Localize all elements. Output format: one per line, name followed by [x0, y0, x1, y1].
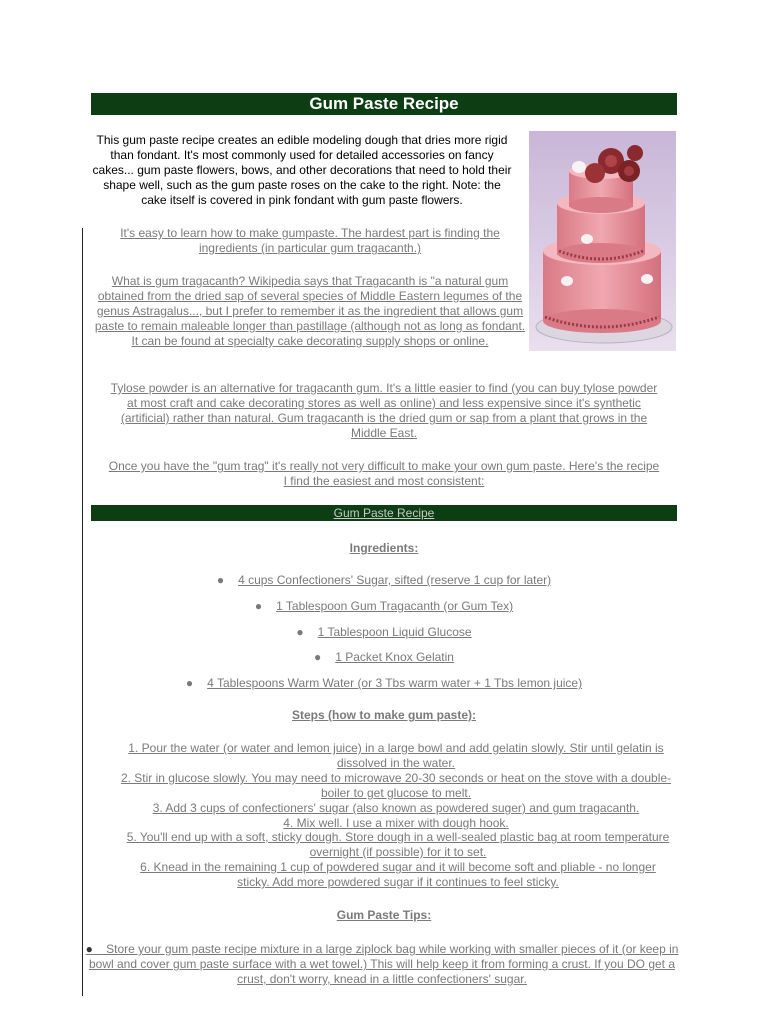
paragraph-tylose[interactable]: Tylose powder is an alternative for tragacanth gum. It's a little easier to find (you can buy tylose powder at most craft and cake decorating stores as well as online) and less expensive since it's synthetic (artificial) rather than natural. Gum tragacanth is the dried gum or sap from a plant that grows in the Middle East. — [110, 381, 658, 440]
intro-paragraph: This gum paste recipe creates an edible modeling dough that dries more rigid than fondant. It's most commonly used for detailed accessories on fancy cakes... gum paste flowers, bows, and other decorations that need to hold their shape well, such as the gum paste roses on the cake to the right. Note: the cake itself is covered in pink fondant with gum paste flowers. — [92, 133, 512, 207]
step-item[interactable]: 5. You'll end up with a soft, sticky dough. Store dough in a well-sealed plastic bag at room temperature overnight (if possible) for it to set. — [126, 830, 670, 859]
ingredient-item[interactable]: ● 1 Packet Knox Gelatin — [314, 650, 454, 664]
step-item[interactable]: 3. Add 3 cups of confectioners' sugar (also known as powdered suger) and gum tragacanth. — [152, 801, 640, 815]
recipe-banner — [91, 505, 677, 521]
ingredient-item[interactable]: ● 4 Tablespoons Warm Water (or 3 Tbs warm water + 1 Tbs lemon juice) — [185, 676, 583, 690]
paragraph-gum-trag[interactable]: Once you have the "gum trag" it's really not very difficult to make your own gum paste. Here's the recipe I find the easiest and most consistent: — [108, 459, 660, 488]
recipe-banner-link[interactable]: Gum Paste Recipe — [333, 506, 435, 520]
paragraph-what-is-tragacanth[interactable]: What is gum tragacanth? Wikipedia says that Tragacanth is "a natural gum obtained from the dried sap of several species of Middle Eastern legumes of the genus Astragalus..., but I prefer to remember it as the ingredient that allows gum paste to remain maleable longer than pastillage (although not as long as fondant. It can be found at specialty cake decorating supply shops or online. — [94, 274, 526, 348]
step-item[interactable]: 4. Mix well. I use a mixer with dough hook. — [283, 816, 509, 830]
ingredient-item[interactable]: ● 1 Tablespoon Gum Tragacanth (or Gum Tex) — [254, 599, 514, 613]
cake-photo — [529, 131, 676, 351]
step-item[interactable]: 6. Knead in the remaining 1 cup of powdered sugar and it will become soft and pliable - no longer sticky. Add more powdered sugar if it continues to feel sticky. — [140, 860, 656, 889]
step-item[interactable]: 2. Stir in glucose slowly. You may need to microwave 20-30 seconds or heat on the stove with a double-boiler to get glucose to melt. — [120, 771, 672, 800]
left-border-line — [82, 228, 83, 996]
step-item[interactable]: 1. Pour the water (or water and lemon juice) in a large bowl and add gelatin slowly. Stir until gelatin is dissolved in the water. — [128, 741, 664, 770]
paragraph-easy[interactable]: It's easy to learn how to make gumpaste. The hardest part is finding the ingredients (in particular gum tragacanth.) — [120, 226, 500, 255]
page-title: Gum Paste Recipe — [91, 93, 677, 115]
ingredient-item[interactable]: ● 4 cups Confectioners' Sugar, sifted (reserve 1 cup for later) — [216, 573, 552, 587]
ingredients-heading[interactable]: Ingredients: — [349, 541, 419, 555]
tips-heading[interactable]: Gum Paste Tips: — [336, 908, 432, 922]
steps-heading[interactable]: Steps (how to make gum paste): — [291, 708, 477, 722]
ingredient-item[interactable]: ● 1 Tablespoon Liquid Glucose — [296, 625, 472, 639]
tip-item[interactable]: ● Store your gum paste recipe mixture in a large ziplock bag while working with smaller pieces of it (or keep in bowl and cover gum paste surface with a wet towel.) This will help keep it from forming a crust. If you DO get a crust, don't worry, knead in a little confectioners' sugar. — [85, 942, 679, 986]
